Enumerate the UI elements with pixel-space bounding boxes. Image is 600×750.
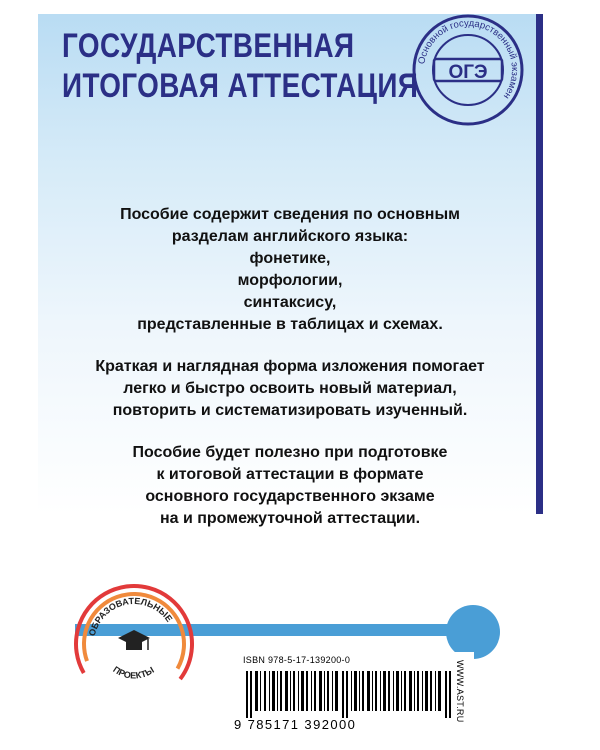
barcode-icon xyxy=(246,671,452,718)
text-line: легко и быстро освоить новый материал, xyxy=(123,380,457,397)
description-block xyxy=(80,204,500,550)
logo-text-top: ОБРАЗОВАТЕЛЬНЫЕ xyxy=(86,595,175,638)
educational-projects-logo-icon xyxy=(72,582,196,706)
isbn-label: ISBN 978-5-17-139200-0 xyxy=(243,655,351,665)
barcode-digits: 9 785171 392000 xyxy=(234,717,357,732)
spine-edge-bar xyxy=(536,14,543,514)
text-line: разделам английского языка: xyxy=(171,228,409,245)
description-para-3 xyxy=(80,442,500,530)
text-line: Пособие будет полезно при подготовке xyxy=(132,444,448,461)
description-para-1 xyxy=(80,204,500,336)
logo-text-bottom: ПРОЕКТЫ xyxy=(111,664,156,681)
decorative-blue-circle xyxy=(446,605,500,659)
stamp-abbrev: ОГЭ xyxy=(448,62,488,83)
text-line: основного государственного экзаме xyxy=(145,488,435,505)
page-title xyxy=(62,26,419,106)
publisher-url: WWW.AST.RU xyxy=(455,660,465,723)
oge-stamp-icon xyxy=(410,12,526,128)
title-line-1: ГОСУДАРСТВЕННАЯ xyxy=(62,27,355,65)
text-line: к итоговой аттестации в формате xyxy=(156,466,424,483)
description-para-2 xyxy=(80,356,500,422)
text-line: Пособие содержит сведения по основным xyxy=(120,206,460,223)
text-line: синтаксису, xyxy=(243,294,337,311)
text-line: на и промежуточной аттестации. xyxy=(159,510,421,527)
text-line: Краткая и наглядная форма изложения помогает xyxy=(95,358,485,375)
text-line: морфологии, xyxy=(237,272,343,289)
text-line: повторить и систематизировать изученный. xyxy=(112,402,468,419)
stamp-ring-text: Основной государственный экзамен xyxy=(416,17,521,101)
title-line-2: ИТОГОВАЯ АТТЕСТАЦИЯ xyxy=(62,67,419,105)
text-line: представленные в таблицах и схемах. xyxy=(137,316,443,333)
text-line: фонетике, xyxy=(249,250,331,267)
svg-text:ПРОЕКТЫ xyxy=(111,664,156,680)
